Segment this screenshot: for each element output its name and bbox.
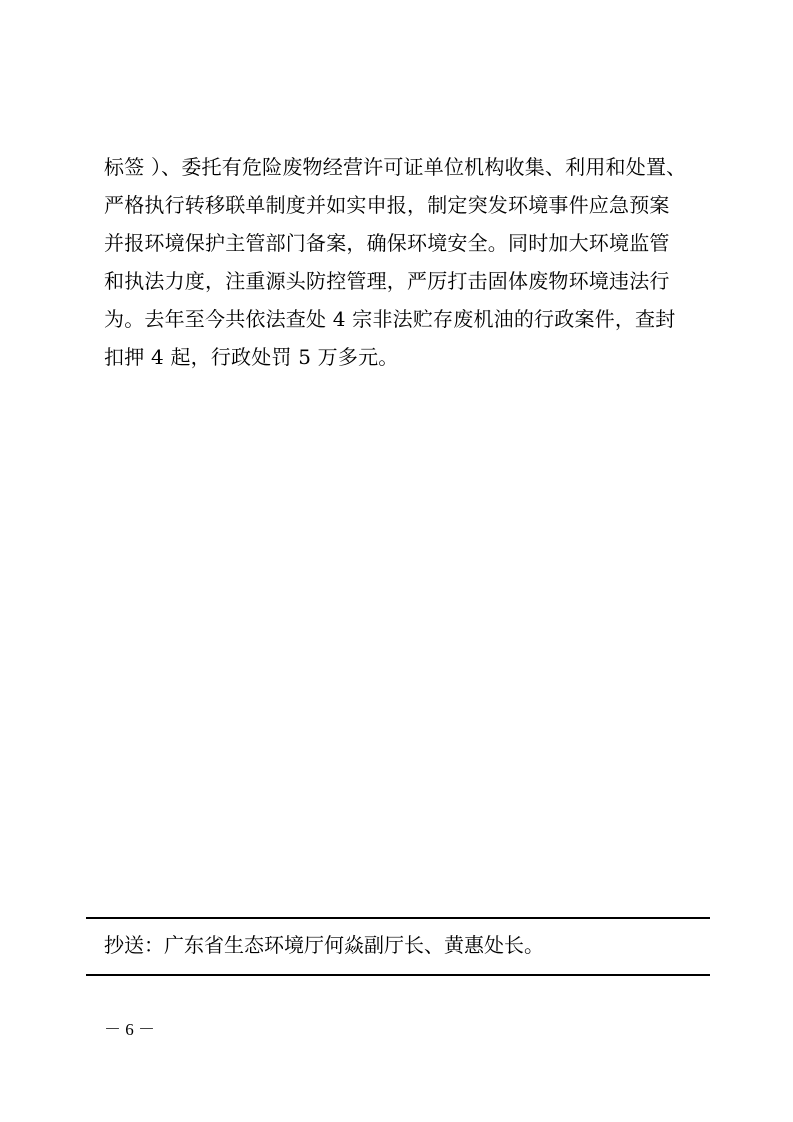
body-line: 和执法力度，注重源头防控管理，严厉打击固体废物环境违法行 [104,269,670,293]
body-line: 扣押 4 起，行政处罚 5 万多元。 [104,345,399,369]
cc-bottom-divider [86,974,710,976]
body-line: 标签 ）、委托有危险废物经营许可证单位机构收集、利用和处置、 [104,155,687,179]
body-line: 并报环境保护主管部门备案，确保环境安全。同时加大环境监管 [104,231,670,255]
cc-line: 抄送：广东省生态环境厅何焱副厅长、黄惠处长。 [104,933,544,957]
body-line: 为。去年至今共依法查处 4 宗非法贮存废机油的行政案件，查封 [104,307,676,331]
cc-top-divider [86,917,710,919]
page-number: － 6 － [104,1020,155,1039]
body-text [104,148,704,376]
body-line: 严格执行转移联单制度并如实申报，制定突发环境事件应急预案 [104,193,670,217]
